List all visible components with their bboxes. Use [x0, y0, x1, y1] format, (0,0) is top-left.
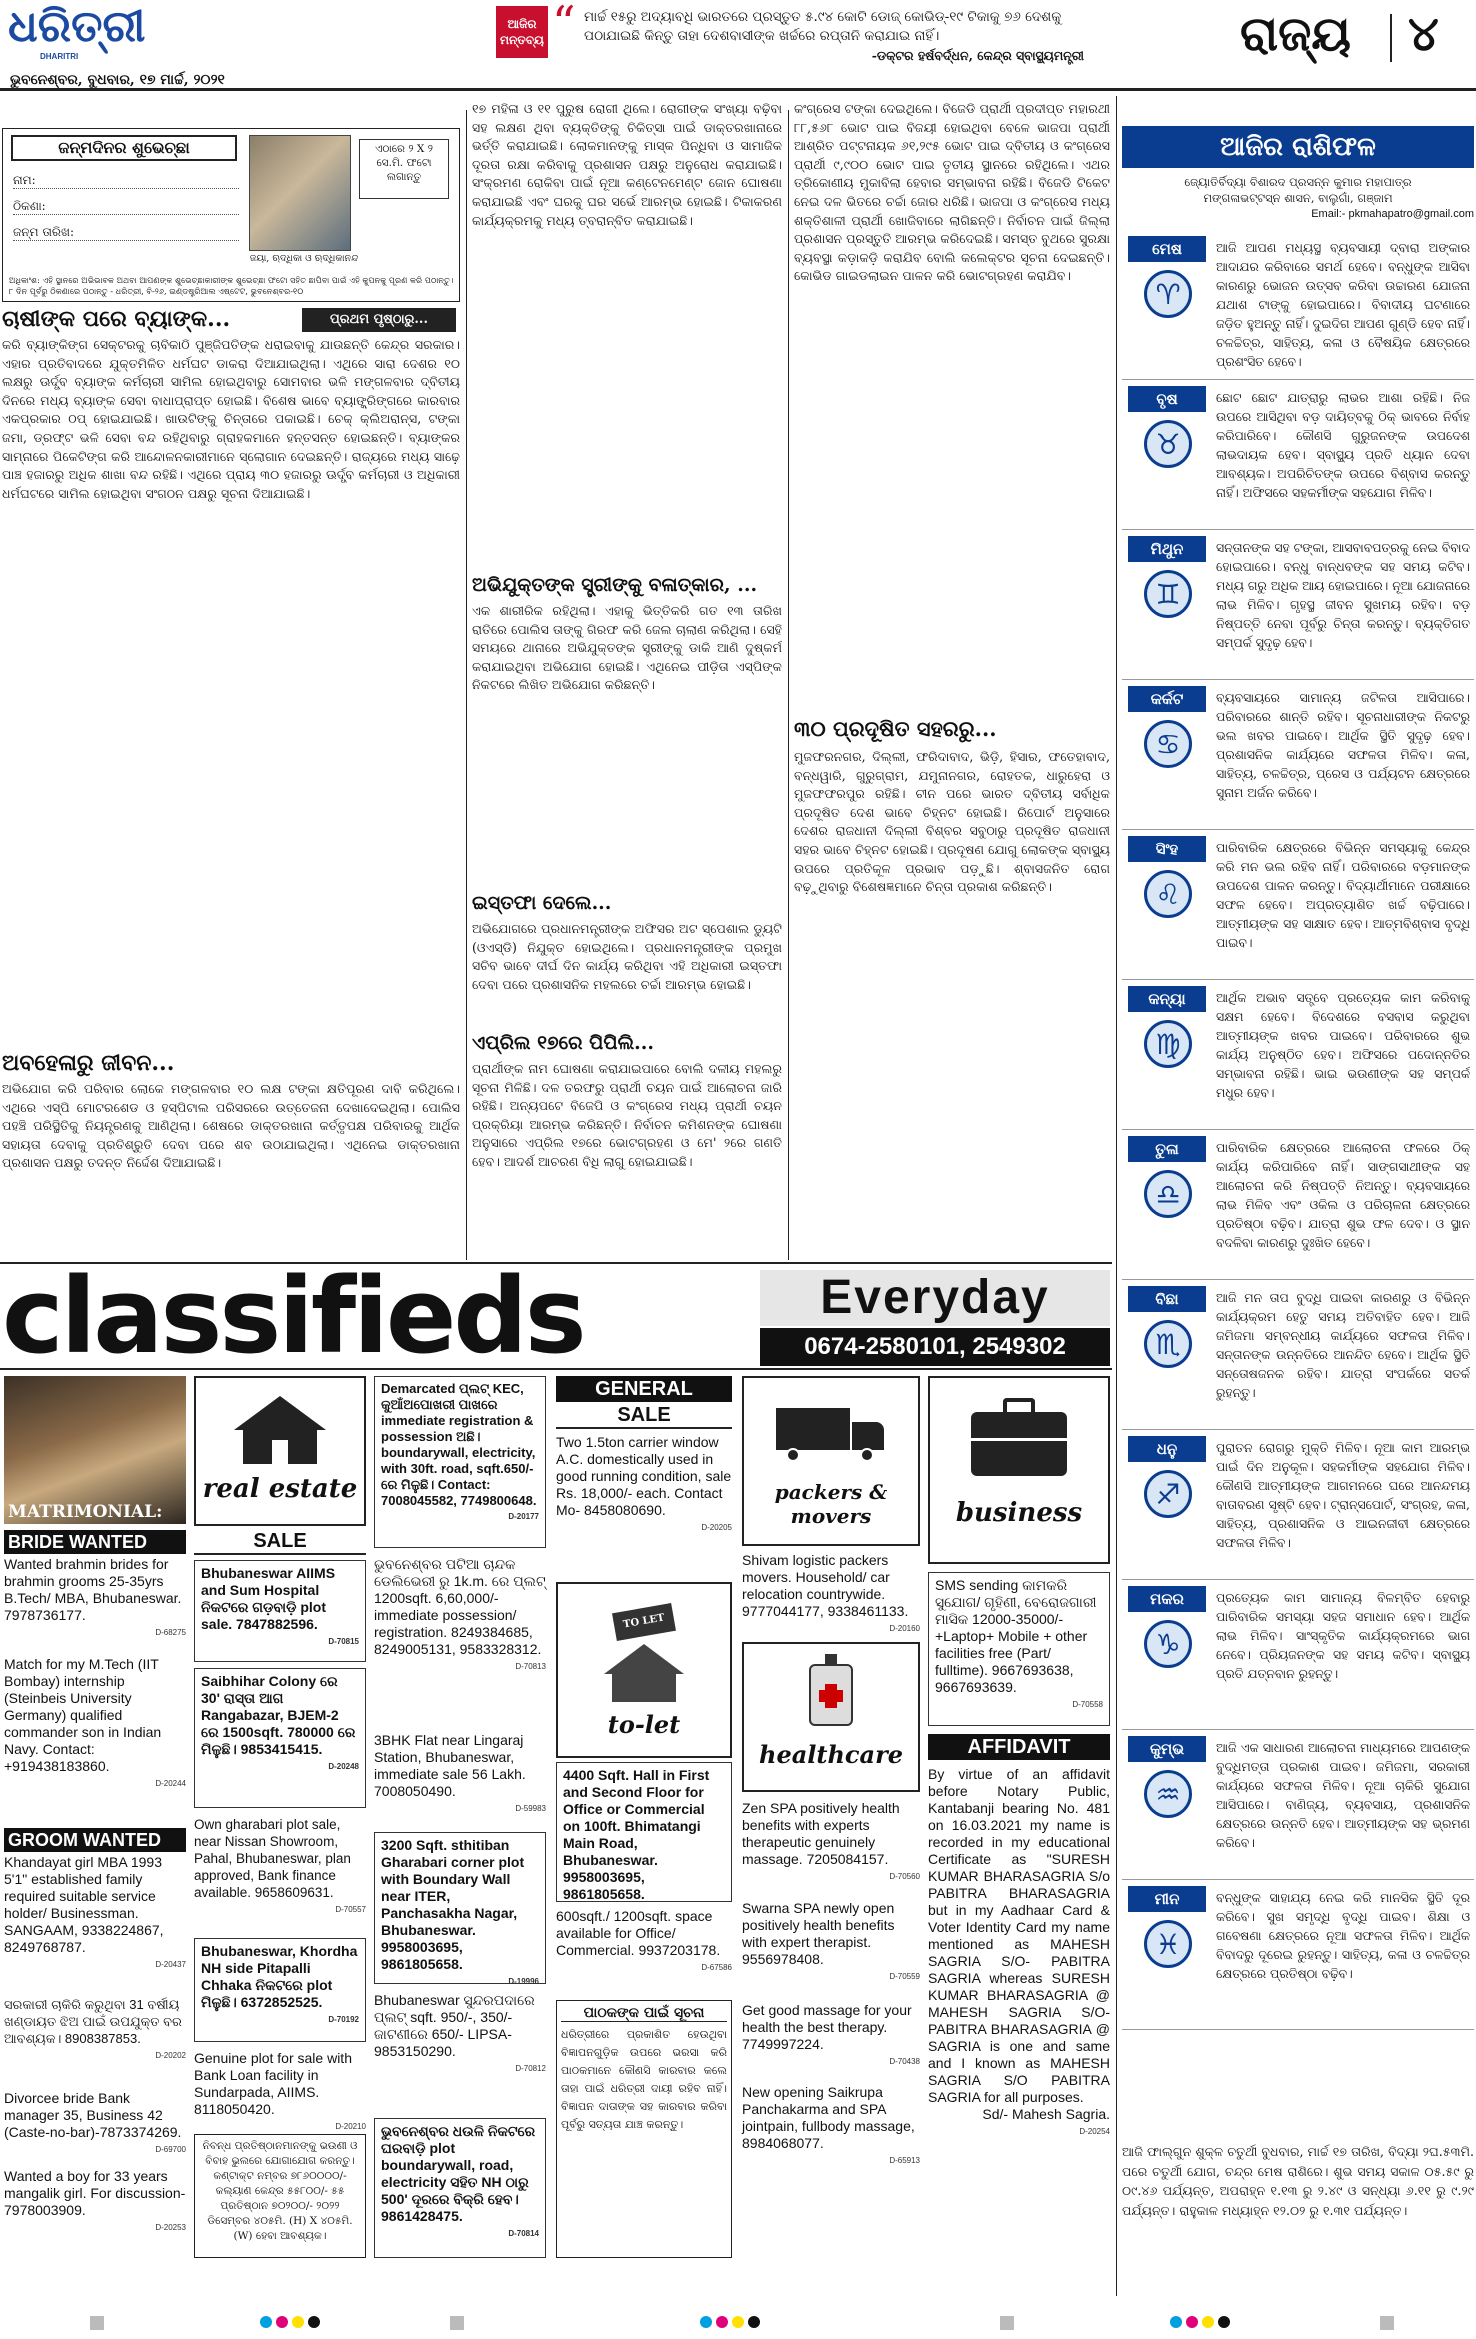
re-ad-1-text: Bhubaneswar AIIMS and Sum Hospital ନିକଟରେ ଗଡ଼ବାଡ଼ି plot sale. 7847882596. — [201, 1565, 336, 1632]
hc-ad-4-text: New opening Saikrupa Panchakarma and SPA jointpain, fullbody massage, 8984068077. — [742, 2084, 915, 2151]
zodiac-sign-icon: ♎ — [1144, 1170, 1192, 1218]
general-sale-header: SALE — [556, 1404, 732, 1429]
real-estate-tile — [194, 1376, 366, 1526]
zodiac-row — [1122, 234, 1474, 380]
quote-text: ମାର୍ଚ୍ଚ ୧୫ରୁ ଅଦ୍ୟାବଧି ଭାରତରେ ପ୍ରସ୍ତୁତ ୫.୯୪ କୋଟି ଡୋଜ୍ କୋଭିଡ୍-୧୯ ଟିକାକୁ ୭୬ ଦେଶକୁ ପଠାଯାଇଛି କିନ୍ତୁ ତାହା ଦେଶବାସୀଙ୍କ ଖର୍ଚ୍ଚରେ ରପ୍ତାନି କରାଯାଇ ନାହିଁ। — [584, 9, 1062, 44]
article-4-headline: ଅଭିଯୁକ୍ତଙ୍କ ସ୍ତ୍ରୀଙ୍କୁ ବଳାତ୍କାର, ... — [472, 574, 758, 596]
front-page-tag: ପ୍ରଥମ ପୃଷ୍ଠାରୁ... — [302, 308, 456, 332]
healthcare-label: healthcare — [759, 1740, 903, 1769]
bride-ad-1-text: Wanted brahmin brides for brahmin grooms 25-35yrs B.Tech/ MBA, Bhubaneswar. 7978736177. — [4, 1556, 182, 1623]
pm-ad-1 — [742, 1552, 920, 1637]
zodiac-sign-icon: ♍ — [1144, 1020, 1192, 1068]
zodiac-prediction: ବ୍ୟବସାୟରେ ସାମାନ୍ୟ ଜଟିଳତା ଆସିପାରେ। ପରିବାରରେ ଶାନ୍ତି ରହିବ। ସୂଚନାଧାରୀଙ୍କ ନିକଟରୁ ଭଲ ଖବର ପାଇବେ। ଆର୍ଥିକ ସ୍ଥିତି ସୁଦୃଢ଼ ହେବ। ପ୍ରଶାସନିକ କାର୍ଯ୍ୟରେ ସଫଳତା ମିଳିବ। କଳା, ସାହିତ୍ୟ, ଚଳଚ୍ଚିତ୍ର, ପ୍ରେସ ଓ ପର୍ଯ୍ୟଟନ କ୍ଷେତ୍ରରେ ସୁନାମ ଅର୍ଜନ କରିବେ। — [1216, 690, 1470, 800]
zodiac-sign-icon: ♉ — [1144, 420, 1192, 468]
photo-placeholder — [249, 135, 351, 251]
re-ad-8 — [374, 1732, 546, 1817]
re-ad-4 — [194, 1938, 366, 2042]
groom-wanted-header: GROOM WANTED — [4, 1828, 186, 1852]
color-dots-3 — [1170, 2316, 1230, 2328]
zodiac-sign-name: ତୁଳା — [1128, 1136, 1206, 1162]
reader-notice — [556, 2000, 732, 2258]
business-label: business — [955, 1498, 1083, 1528]
re-ad-2 — [194, 1668, 366, 1808]
quote-badge — [496, 6, 548, 58]
re-ad-6 — [374, 1376, 546, 1548]
classifieds-banner: classifieds — [2, 1266, 584, 1366]
affidavit-signature: Sd/- Mahesh Sagria. — [982, 2106, 1110, 2122]
bride-ad-1 — [4, 1556, 186, 1641]
article-5-headline: ଇସ୍ତଫା ଦେଲେ... — [472, 892, 612, 914]
zodiac-sign-icon: ♑ — [1144, 1620, 1192, 1668]
article-1-headline: ଚାଷୀଙ୍କ ପରେ ବ୍ୟାଙ୍କ... — [2, 306, 231, 332]
section-divider — [1390, 14, 1392, 62]
zodiac-row — [1122, 684, 1474, 830]
classifieds-bottom-rule — [0, 1368, 1112, 1370]
article-7-body: କଂଗ୍ରେସ ଟଙ୍କା ଦେଇଥିଲେ। ବିଜେଡି ପ୍ରାର୍ଥୀ ପ୍ରଦୀପ୍ତ ମହାରଥୀ ୮୮,୫୬୮ ଭୋଟ ପାଇ ବିଜୟୀ ହୋଇଥିବା ବେଳେ ଭାଜପା ପ୍ରାର୍ଥୀ ଆଶ୍ରିତ ପଟ୍ଟନାୟକ ୬୧,୨୯୫ ଭୋଟ ପାଇ ଦ୍ବିତୀୟ ଓ କଂଗ୍ରେସ ପ୍ରାର୍ଥୀ ୯,୯୦୦ ଭୋଟ ପାଇ ତୃତୀୟ ସ୍ଥାନରେ ରହିଥିଲେ। ଏଥର ତ୍ରିକୋଣୀୟ ମୁକାବିଲା ହେବାର ସମ୍ଭାବନା ରହିଛି। ବିଜେଡି ଟିକେଟ ନେଇ ଦଳ ଭିତରେ ଚର୍ଚ୍ଚା ଜୋର ଧରିଛି। ଭାଜପା ଓ କଂଗ୍ରେସ ମଧ୍ୟ ଶକ୍ତିଶାଳୀ ପ୍ରାର୍ଥୀ ଖୋଜିବାରେ ଲାଗିଛନ୍ତି। ନିର୍ବାଚନ ପାଇଁ ଜିଲ୍ଲା ପ୍ରଶାସନ ପ୍ରସ୍ତୁତି ଆରମ୍ଭ କରିଦେଇଛି। ସମସ୍ତ ବୁଥରେ ସୁରକ୍ଷା ବ୍ୟବସ୍ଥା କଡ଼ାକଡ଼ି କରାଯିବ ବୋଲି କଲେକ୍ଟର ସୂଚନା ଦେଇଛନ୍ତି। କୋଭିଡ ଗାଇଡଲାଇନ ପାଳନ କରି ଭୋଟଗ୍ରହଣ କରାଯିବ। — [794, 101, 1110, 284]
re-ad-10 — [374, 1992, 546, 2077]
groom-ad-1-code: D-20437 — [155, 1960, 186, 1969]
dateline: ଭୁବନେଶ୍ବର, ବୁଧବାର, ୧୭ ମାର୍ଚ୍ଚ, ୨୦୨୧ — [10, 72, 225, 88]
bride-wanted-header: BRIDE WANTED — [4, 1530, 186, 1554]
birthday-dob-field: ଜନ୍ମ ତାରିଖ: — [13, 225, 239, 241]
re-ad-11-code: D-70814 — [508, 2229, 539, 2238]
biz-ad-1-text: SMS sending କାମକରି ସୁଯୋଗ/ ଗୃହିଣୀ, ବେରୋଜଗାରୀ ମାସିକ 12000-35000/- +Laptop+ Mobile + other facilities free (Part/ fulltime). 9667693638, 9667693639. — [935, 1577, 1097, 1695]
hc-ad-4 — [742, 2084, 920, 2169]
sale-header: SALE — [194, 1530, 366, 1555]
re-ad-9 — [374, 1832, 546, 1984]
zodiac-sign-icon: ♒ — [1144, 1770, 1192, 1818]
zodiac-prediction: ଛୋଟ ଛୋଟ ଯାତ୍ରାରୁ ଲାଭର ଆଶା ରହିଛି। ନିଜ ଉପରେ ଆସିଥିବା ବଡ଼ ଦାୟିତ୍ବକୁ ଠିକ୍ ଭାବରେ ନିର୍ବାହ କରିପାରିବେ। କୌଣସି ଗୁରୁଜନଙ୍କ ଉପଦେଶ ଲାଭଦାୟକ ହେବ। ସ୍ବାସ୍ଥ୍ୟ ପ୍ରତି ଧ୍ୟାନ ଦେବା ଆବଶ୍ୟକ। ଅପରିଚିତଙ୍କ ଉପରେ ବିଶ୍ବାସ କରନ୍ତୁ ନାହିଁ। ଅଫିସରେ ସହକର୍ମୀଙ୍କ ସହଯୋଗ ମିଳିବ। — [1216, 390, 1470, 500]
re-ad-4-code: D-70192 — [328, 2015, 359, 2024]
affidavit-text: By virtue of an affidavit before Notary Public, Kantabanji bearing No. 481 on 16.03.2021 my name is recorded in my educational Certificate as "SURESH KUMAR BHARASAGRIA S/o PABITRA BHARASAGRIA but in my Aadhaar Card & Voter Identity Card my name mentioned as MAHESH SAGRIA S/O- PABITRA SAGRIA whereas SURESH KUMAR BHARASAGRIA @ MAHESH SAGRIA S/O- PABITRA BHARASAGRIA @ SAGRIA is one and same and I known as MAHESH SAGRIA S/O PABITRA SAGRIA for all purposes. — [928, 1766, 1110, 2105]
masthead-rule — [0, 88, 1476, 91]
affidavit-code: D-20254 — [1079, 2127, 1110, 2136]
photo-instructions: ଏଠାରେ ୨ X ୨ ସେ.ମି. ଫଟୋ ଲଗାନ୍ତୁ — [359, 139, 449, 199]
real-estate-label: real estate — [202, 1474, 358, 1504]
groom-ad-2-code: D-20202 — [155, 2051, 186, 2060]
groom-ad-3-code: D-69700 — [155, 2145, 186, 2154]
everyday-label: Everyday — [760, 1270, 1110, 1326]
groom-ad-1-text: Khandayat girl MBA 1993 5'1" established family required suitable service holder/ Businessman. SANGAAM, 9338224867, 8249768787. — [4, 1854, 164, 1955]
to-let-sign-icon: TO LET — [612, 1603, 676, 1641]
groom-ad-3 — [4, 2090, 186, 2158]
zodiac-row — [1122, 1434, 1474, 1580]
re-ad-9-code: D-19996 — [508, 1977, 539, 1984]
to-let-house-icon — [604, 1644, 684, 1674]
truck-icon — [776, 1408, 886, 1462]
affidavit-ad — [928, 1766, 1110, 2140]
groom-ad-3-text: Divorcee bride Bank manager 35, Business 42 (Caste-no-bar)-7873374269. — [4, 2090, 182, 2140]
zodiac-prediction: ଆଜି ଆପଣ ମଧ୍ୟସ୍ଥ ବ୍ୟବସାୟୀ ଦ୍ବାରା ଅଙ୍କାର ଆଦାଯର କରିବାରେ ସମର୍ଥ ହେବେ। ବନ୍ଧୁଙ୍କ ଆସିବା କାରଣରୁ ଭୋଜନ ଉତ୍ସବ କରିବା ଉଚ୍ଚାରଣ ଯୋଜନା ଯଥାଶ ଟାଙ୍କୁ ହୋଇପାରେ। ବିବାଦୀୟ ଘଟଣାରେ ଜଡ଼ିତ ହୁଅନ୍ତୁ ନାହିଁ। ଦୁଇଦିଗ ଆପଣ ଗୁଣ୍ଡି ହେବ ନାହିଁ। ଚଳଚ୍ଚିତ୍ର, ସାହିତ୍ୟ, କଳା ଓ ବୈଷୟିକ କ୍ଷେତ୍ରରେ ପ୍ରଶଂସିତ ହେବେ। — [1216, 240, 1470, 369]
re-ad-11-text: ଭୁବନେଶ୍ବର ଧଉଳି ନିକଟରେ ଘରବାଡ଼ି plot boundarywall, road, electricity ସହିତ NH ଠାରୁ 500' ଦୂରରେ ବିକ୍ରି ହେବ। 9861428475. — [381, 2123, 536, 2224]
article-1-body: କରି ବ୍ୟାଙ୍କିଙ୍ଗ ସେକ୍ଟରକୁ ଚାବିକାଠି ପୁଞ୍ଜିପତିଙ୍କ ଧରାଇବାକୁ ଯାଉଛନ୍ତି କେନ୍ଦ୍ର ସରକାର। ଏହାର ପ୍ରତିବାଦରେ ଯୁକ୍ତମିଳିତ ଧର୍ମଘଟ ଡାକରା ଦିଆଯାଇଥିଲା। ଏଥିରେ ସାରା ଦେଶର ୧୦ ଲକ୍ଷରୁ ଊର୍ଦ୍ଧ୍ବ ବ୍ୟାଙ୍କ କର୍ମଚାରୀ ସାମିଲ ହୋଇଥିବାରୁ ସୋମବାର ଭଳି ମଙ୍ଗଳବାର ଦ୍ବିତୀୟ ଦିନରେ ମଧ୍ୟ ବ୍ୟାଙ୍କ ସେବା ବାଧାପ୍ରାପ୍ତ ହୋଇଛି। ବିଶେଷ ଭାବେ ବ୍ୟାଙ୍କ୍ରିଙ୍ଗରେ କାରବାର ଏକପ୍ରକାର ଠପ୍ ହୋଇଯାଇଛି। ଖାଉଟିଙ୍କୁ ଚିନ୍ତାରେ ପକାଇଛି। ଚେକ୍ କ୍ଲିଅରାନ୍ସ, ଟଙ୍କା ଜମା, ଡ୍ରଫ୍ଟ ଭଳି ସେବା ବନ୍ଦ ରହିଥିବାରୁ ଗ୍ରାହକମାନେ ହନ୍ତସନ୍ତ ହୋଇଛନ୍ତି। ବ୍ୟାଙ୍କର ସାମ୍ନାରେ ପିକେଟିଙ୍ଗ କରି ଆନ୍ଦୋଳନକାରୀମାନେ ସ୍ଲୋଗାନ ଦେଇଛନ୍ତି। ରାଜ୍ୟରେ ମଧ୍ୟ ସାଢ଼େ ପାଞ୍ଚ ହଜାରରୁ ଅଧିକ ଶାଖା ବନ୍ଦ ରହିଛି। ଏଥିରେ ପ୍ରାୟ ୩୦ ହଜାରରୁ ଊର୍ଦ୍ଧ୍ବ କର୍ମଚାରୀ ଓ ଅଧିକାରୀ ଧର୍ମଘଟରେ ସାମିଲ ହୋଇଥିବା ସଂଗଠନ ପକ୍ଷରୁ ସୂଚନା ଦିଆଯାଇଛି। — [2, 337, 460, 501]
article-2 — [2, 1050, 460, 1270]
section-title: ରାଜ୍ୟ — [1240, 6, 1351, 62]
hc-ad-2-text: Swarna SPA newly open positively health benefits with expert therapist. 9556978408. — [742, 1900, 895, 1967]
re-ad-2-code: D-20248 — [328, 1762, 359, 1771]
zodiac-row — [1122, 834, 1474, 980]
zodiac-prediction: ଆଜି ମନ ତାପ ବୁଦ୍ଧି ପାଇବା କାରଣରୁ ଓ ବିଭିନ୍ନ କାର୍ଯ୍ୟକ୍ରମ ହେତୁ ସମୟ ଅତିବାହିତ ହେବ। ଆଜି ଜମିଜମା ସମ୍ବନ୍ଧୀୟ କାର୍ଯ୍ୟରେ ସଫଳତା ମିଳିବ। ସନ୍ତାନଙ୍କ ଉନ୍ନତିରେ ଆନନ୍ଦିତ ହେବେ। ଆର୍ଥିକ ସ୍ଥିତି ସନ୍ତୋଷଜନକ ରହିବ। ଯାତ୍ରା ସଂପର୍କରେ ସତର୍କ ରୁହନ୍ତୁ। — [1216, 1290, 1470, 1400]
classifieds-top-rule — [0, 1262, 1112, 1264]
article-2-body: ଅଭିଯୋଗ କରି ପରିବାର ଲୋକେ ମଙ୍ଗଳବାର ୧୦ ଲକ୍ଷ ଟଙ୍କା କ୍ଷତିପୂରଣ ଦାବି କରିଥିଲେ। ଏଥିରେ ଏସ୍ପି ମୋଟରଶେଡ ଓ ହସ୍ପିଟାଲ ପରିସରରେ ଉତ୍ତେଜନା ଦେଖାଦେଇଥିଲା। ପୋଲିସ ପହଞ୍ଚି ପରିସ୍ଥିତିକୁ ନିୟନ୍ତ୍ରଣକୁ ଆଣିଥିଲା। ଶେଷରେ ଡାକ୍ତରଖାନା କର୍ତ୍ତୃପକ୍ଷ ପରିବାରକୁ ଆର୍ଥିକ ସହାୟତା ଦେବାକୁ ପ୍ରତିଶ୍ରୁତି ଦେବା ପରେ ଶବ ଉଠାଯାଇଥିଲା। ଏଥିନେଇ ଡାକ୍ତରଖାନା ପ୍ରଶାସନ ପକ୍ଷରୁ ତଦନ୍ତ ନିର୍ଦ୍ଦେଶ ଦିଆଯାଇଛି। — [2, 1081, 460, 1171]
biz-ad-1-code: D-70558 — [1072, 1700, 1103, 1709]
zodiac-prediction: ଆଜି ଏକ ସାଧାରଣ ଆଲୋଚନା ମାଧ୍ୟମରେ ଆପଣଙ୍କ ବୁଦ୍ଧିମତ୍ତା ପ୍ରକାଶ ପାଇବ। ଜମିଜମା, ସରକାରୀ କାର୍ଯ୍ୟରେ ସଫଳତା ମିଳିବ। ନୂଆ ଚାକିରି ସୁଯୋଗ ଆସିପାରେ। ବାଣିଜ୍ୟ, ବ୍ୟବସାୟ, ପ୍ରଶାସନିକ କ୍ଷେତ୍ରରେ ଉନ୍ନତି ହେବ। ଆତ୍ମୀୟଙ୍କ ସହ ଭ୍ରମଣ କରିବେ। — [1216, 1740, 1470, 1850]
column-rule-2 — [788, 110, 789, 1260]
groom-ad-4 — [4, 2168, 186, 2236]
zodiac-sign-icon: ♐ — [1144, 1470, 1192, 1518]
re-ad-1-code: D-70815 — [328, 1637, 359, 1646]
re-ad-5-text: Genuine plot for sale with Bank Loan facility in Sundarpada, AIIMS. 8118050420. — [194, 2050, 352, 2117]
hc-ad-2-code: D-70559 — [889, 1972, 920, 1981]
article-5-body: ଅଭିଯୋଗରେ ପ୍ରଧାନମନ୍ତ୍ରୀଙ୍କ ଅଫିସର ଅଟ ସ୍ପେଶାଲ ଡ୍ୟୁଟି (ଓଏସ୍ଡି) ନିଯୁକ୍ତ ହୋଇଥିଲେ। ପ୍ରଧାନମନ୍ତ୍ରୀଙ୍କ ପ୍ରମୁଖ ସଚିବ ଭାବେ ଦୀର୍ଘ ଦିନ କାର୍ଯ୍ୟ କରିଥିବା ଏହି ଅଧିକାରୀ ଇସ୍ତଫା ଦେବା ପରେ ପ୍ରଶାସନିକ ମହଲରେ ଚର୍ଚ୍ଚା ଆରମ୍ଭ ହୋଇଛି। — [472, 921, 782, 992]
tolet-ad-2 — [556, 1908, 732, 1976]
zodiac-prediction: ବନ୍ଧୁଙ୍କ ସାହାଯ୍ୟ ନେଇ କରି ମାନସିକ ସ୍ଥିତି ଦୂର କରିବେ। ସୁଖ ସମୃଦ୍ଧି ବୃଦ୍ଧି ପାଇବ। ଶିକ୍ଷା ଓ ଗବେଷଣା କ୍ଷେତ୍ରରେ ନୂଆ ସଫଳତା ମିଳିବ। ଆର୍ଥିକ ବିବାଦରୁ ଦୂରେଇ ରୁହନ୍ତୁ। ସାହିତ୍ୟ, କଳା ଓ ଚଳଚ୍ଚିତ୍ର କ୍ଷେତ୍ରରେ ପ୍ରତିଷ୍ଠା ବଢ଼ିବ। — [1216, 1890, 1470, 1981]
groom-ad-1 — [4, 1854, 186, 1973]
to-let-tile — [556, 1582, 732, 1758]
article-8 — [794, 716, 1110, 1248]
re-ad-7-text: ଭୁବନେଶ୍ବର ପଟିଆ ଚାନ୍ଦକ ଡେଲିଭେରୀ ରୁ 1k.m. ରେ ପ୍ଲଟ୍ 1200sqft. 6,60,000/- immediate possession/ registration. 8249384685, 8249005131, 9583328312. — [374, 1556, 546, 1657]
hc-ad-1 — [742, 1800, 920, 1885]
reader-notice-text: ଧରିତ୍ରୀରେ ପ୍ରକାଶିତ ହେଉଥିବା ବିଜ୍ଞାପନଗୁଡ଼ିକ ଉପରେ ଭରସା କରି ପାଠକମାନେ କୌଣସି କାରବାର କଲେ ତାହା ପାଇଁ ଧରିତ୍ରୀ ଦାୟୀ ରହିବ ନାହିଁ। ବିଜ୍ଞାପନ ଦାତାଙ୍କ ସହ କାରବାର କରିବା ପୂର୍ବରୁ ସତ୍ୟତା ଯାଞ୍ଚ କରନ୍ତୁ। — [561, 2028, 727, 2131]
re-ad-7 — [374, 1556, 546, 1675]
briefcase-icon — [971, 1412, 1067, 1476]
article-8-body: ମୁଜଫରନଗର, ଦିଲ୍ଲୀ, ଫରିଦାବାଦ, ଭିଡ଼ି, ହିସାର, ଫତେହାବାଦ, ବନ୍ଧୱାରି, ଗୁରୁଗ୍ରାମ, ଯମୁନାନଗର, ରୋହତକ, ଧାରୁହେରା ଓ ମୁଜଫଫରପୁର ରହିଛି। ଚୀନ ପରେ ଭାରତ ଦ୍ବିତୀୟ ସର୍ବାଧିକ ପ୍ରଦୂଷିତ ଦେଶ ଭାବେ ଚିହ୍ନଟ ହୋଇଛି। ରିପୋର୍ଟ ଅନୁସାରେ ଦେଶର ରାଜଧାନୀ ଦିଲ୍ଲୀ ବିଶ୍ବର ସବୁଠାରୁ ପ୍ରଦୂଷିତ ରାଜଧାନୀ ସହର ଭାବେ ଚିହ୍ନଟ ହୋଇଛି। ପ୍ରଦୂଷଣ ଯୋଗୁ ଲୋକଙ୍କ ସ୍ବାସ୍ଥ୍ୟ ଉପରେ ପ୍ରତିକୂଳ ପ୍ରଭାବ ପଡ଼ୁଛି। ଶ୍ବାସଜନିତ ରୋଗ ବଢ଼ୁଥିବାରୁ ବିଶେଷଜ୍ଞମାନେ ଚିନ୍ତା ପ୍ରକାଶ କରିଛନ୍ତି। — [794, 749, 1110, 895]
re-ad-5-code: D-20210 — [335, 2122, 366, 2131]
photo-caption: ଜୟା, ଋଦ୍ଧିକା ଓ ଋଦ୍ଧିକାନନ୍ଦ — [249, 253, 359, 264]
re-ad-8-code: D-59983 — [515, 1804, 546, 1813]
gen-ad-1-code: D-20205 — [701, 1523, 732, 1532]
birthday-note: ଅଧିକାଂଶ: ଏହି ସ୍ଥାନରେ ଅଭିଭାବକ ଅଥବା ଆପଣଙ୍କ ଶୁଭେଚ୍ଛାକାରୀଙ୍କ ଶୁଭେଚ୍ଛା ଫଟୋ ସହିତ ଛାପିବା ପାଇଁ ଏହି କୁପନକୁ ପୂରଣ କରି ପଠାନ୍ତୁ। ୮ ଦିନ ପୂର୍ବରୁ ଠିକଣାରେ ପଠାନ୍ତୁ - ଧରିତ୍ରୀ, ବି-୨୬, ଇଣ୍ଡଷ୍ଟ୍ରିଆଲ ଏଷ୍ଟେଟ, ଭୁବନେଶ୍ବର-୧୦ — [9, 275, 454, 296]
tolet-ad-1 — [556, 1762, 732, 1902]
birthday-coupon — [2, 128, 460, 302]
re-ad-3-code: D-70557 — [335, 1905, 366, 1914]
business-tile — [928, 1376, 1110, 1564]
zodiac-prediction: ଆର୍ଥିକ ଅଭାବ ସତ୍ତ୍ବେ ପ୍ରତ୍ୟେକ କାମ କରିବାକୁ ସକ୍ଷମ ହେବେ। ବିଦେଶରେ ବସବାସ କରୁଥିବା ଆତ୍ମୀୟଙ୍କ ଖବର ପାଇବେ। ପରିବାରରେ ଶୁଭ କାର୍ଯ୍ୟ ଅନୁଷ୍ଠିତ ହେବ। ଅଫିସରେ ପଦୋନ୍ନତିର ସମ୍ଭାବନା ରହିଛି। ଭାଇ ଭଉଣୀଙ୍କ ସହ ସମ୍ପର୍କ ମଧୁର ହେବ। — [1216, 990, 1470, 1100]
color-dots-2 — [700, 2316, 760, 2328]
article-3 — [472, 100, 782, 570]
reader-notice-title: ପାଠକଙ୍କ ପାଇଁ ସୂଚନା — [561, 2005, 727, 2022]
affidavit-header: AFFIDAVIT — [928, 1734, 1110, 1760]
page-number: ୪ — [1408, 6, 1439, 62]
horoscope-byline — [1122, 174, 1474, 222]
house-body-icon — [243, 1430, 317, 1464]
article-5 — [472, 890, 782, 1040]
house-icon — [234, 1396, 326, 1430]
column-rule-3 — [1116, 96, 1117, 2296]
article-4-body: ଏକ ଶାରୀରିକ ରହିଥିଲା। ଏହାକୁ ଭିତ୍ତିକରି ଗତ ୧୩ ତାରିଖ ରାତିରେ ପୋଲିସ ତାଙ୍କୁ ଗିରଫ କରି ଜେଲ ଚାଲାଣ କରିଥିଲା। ସେହି ସମୟରେ ଥାନାରେ ଅଭିଯୁକ୍ତଙ୍କ ସ୍ତ୍ରୀଙ୍କୁ ଡାକି ଆଣି ଦୁଷ୍କର୍ମ କରାଯାଇଥିବା ଅଭିଯୋଗ ହୋଇଛି। ଏଥିନେଇ ପୀଡ଼ିତା ଏସ୍ପିଙ୍କ ନିକଟରେ ଲିଖିତ ଅଭିଯୋଗ କରିଛନ୍ତି। — [472, 603, 782, 693]
article-2-headline: ଅବହେଳାରୁ ଜୀବନ... — [2, 1050, 175, 1076]
re-ad-4-text: Bhubaneswar, Khordha NH side Pitapalli Chhaka ନିକଟରେ plot ମିଳୁଛି। 6372852525. — [201, 1943, 358, 2010]
zodiac-sign-icon: ♊ — [1144, 570, 1192, 618]
column-rule-1 — [466, 110, 467, 1260]
astrologer-email: Email:- pkmahapatro@gmail.com — [1311, 208, 1474, 220]
re-ad-9-text: 3200 Sqft. sthitiban Gharabari corner plot with Boundary Wall near ITER, Panchasakha Nagar, Bhubaneswar. 9958003695, 9861805658. — [381, 1837, 525, 1972]
article-4 — [472, 572, 782, 892]
to-let-label: to-let — [607, 1710, 681, 1739]
zodiac-sign-icon: ♏ — [1144, 1320, 1192, 1368]
bride-ad-1-code: D-68275 — [155, 1628, 186, 1637]
tolet-ad-2-code: D-67586 — [701, 1963, 732, 1972]
packers-label: packers & movers — [774, 1480, 888, 1528]
re-ad-1 — [194, 1560, 366, 1662]
hc-ad-3 — [742, 2002, 920, 2070]
groom-ad-2 — [4, 1996, 186, 2064]
zodiac-sign-icon: ♌ — [1144, 870, 1192, 918]
packers-tile — [742, 1376, 920, 1546]
general-header: GENERAL — [556, 1376, 732, 1402]
hc-ad-3-text: Get good massage for your health the best therapy. 7749997224. — [742, 2002, 912, 2052]
zodiac-row — [1122, 534, 1474, 680]
re-ad-3 — [194, 1816, 366, 1918]
masthead — [0, 0, 1476, 92]
re-ad-11 — [374, 2118, 546, 2258]
medicine-bottle-icon — [809, 1664, 853, 1726]
article-3-body: ୧୭ ମହିଳା ଓ ୧୧ ପୁରୁଷ ରୋଗୀ ଥିଲେ। ରୋଗୀଙ୍କ ସଂଖ୍ୟା ବଢ଼ିବା ସହ ଲକ୍ଷଣ ଥିବା ବ୍ୟକ୍ତିଙ୍କୁ ଚିକିତ୍ସା ପାଇଁ ଡାକ୍ତରଖାନାରେ ଭର୍ତ୍ତି କରାଯାଇଛି। ଲୋକମାନଙ୍କୁ ମାସ୍କ ପିନ୍ଧିବା ଓ ସାମାଜିକ ଦୂରତା ରକ୍ଷା କରିବାକୁ ପ୍ରଶାସନ ପକ୍ଷରୁ ଅନୁରୋଧ କରାଯାଇଛି। ସଂକ୍ରମଣ ରୋକିବା ପାଇଁ ନୂଆ କଣ୍ଟେନମେଣ୍ଟ ଜୋନ ଘୋଷଣା କରାଯାଇଛି ଏବଂ ଘରକୁ ଘର ସର୍ଭେ ଆରମ୍ଭ ହୋଇଛି। ଟିକାକରଣ କାର୍ଯ୍ୟକ୍ରମକୁ ମଧ୍ୟ ତ୍ବରାନ୍ବିତ କରାଯାଇଛି। — [472, 101, 782, 228]
logo-sub: DHARITRI — [40, 52, 79, 61]
zodiac-sign-icon: ♓ — [1144, 1920, 1192, 1968]
biz-ad-1 — [928, 1572, 1110, 1726]
zodiac-sign-name: କର୍କଟ — [1128, 686, 1206, 712]
tolet-ad-2-text: 600sqft./ 1200sqft. space available for Office/ Commercial. 9937203178. — [556, 1908, 721, 1958]
zodiac-sign-icon: ♋ — [1144, 720, 1192, 768]
article-6-headline: ଏପ୍ରିଲ ୧୭ରେ ପିପିଲି... — [472, 1032, 654, 1054]
re-ad-10-code: D-70812 — [515, 2064, 546, 2073]
re-ad-2-text: Saibhihar Colony ରେ 30' ରାସ୍ତା ଆଗ Rangabazar, BJEM-2 ରେ 1500sqft. 780000 ରେ ମିଳୁଛି। 9853415415. — [201, 1673, 356, 1757]
zodiac-prediction: ପ୍ରତ୍ୟେକ କାମ ସାମାନ୍ୟ ବିଳମ୍ବିତ ହେବାରୁ ପାରିବାରିକ ସମସ୍ୟା ସହଜ ସମାଧାନ ହେବ। ଆର୍ଥିକ ଲାଭ ମିଳିବ। ସାଂସ୍କୃତିକ କାର୍ଯ୍ୟକ୍ରମରେ ଭାଗ ନେବେ। ପ୍ରିୟଜନଙ୍କ ସହ ସମୟ କଟିବ। ସ୍ବାସ୍ଥ୍ୟ ପ୍ରତି ଯତ୍ନବାନ ରୁହନ୍ତୁ। — [1216, 1590, 1470, 1681]
zodiac-prediction: ପାରିବାରିକ କ୍ଷେତ୍ରରେ ଆଲୋଚନା ଫଳରେ ଠିକ୍ କାର୍ଯ୍ୟ କରିପାରିବେ ନାହିଁ। ସାଙ୍ଗସାଥୀଙ୍କ ସହ ଆଲୋଚନା କରି ନିଷ୍ପତ୍ତି ନିଅନ୍ତୁ। ବ୍ୟବସାୟରେ ଲାଭ ମିଳିବ ଏବଂ ଓକିଲ ଓ ପରିଚାଳନା କ୍ଷେତ୍ରରେ ପ୍ରତିଷ୍ଠା ବଢ଼ିବ। ଯାତ୍ରା ଶୁଭ ଫଳ ଦେବ। ଓ ସ୍ଥାନ ବଦଳିବା କାରଣରୁ ଦୁଃଖିତ ହେବେ। — [1216, 1140, 1470, 1250]
groom-ad-4-code: D-20253 — [155, 2223, 186, 2232]
zodiac-sign-name: ଧନୁ — [1128, 1436, 1206, 1462]
zodiac-sign-name: କୁମ୍ଭ — [1128, 1736, 1206, 1762]
bride-ad-2-code: D-20244 — [155, 1779, 186, 1788]
re-ad-6-code: D-20177 — [508, 1512, 539, 1521]
zodiac-prediction: ପୁରାତନ ରୋଗରୁ ମୁକ୍ତି ମିଳିବ। ନୂଆ କାମ ଆରମ୍ଭ ପାଇଁ ଦିନ ଅନୁକୂଳ। ସହକର୍ମୀଙ୍କ ସହଯୋଗ ମିଳିବ। କୌଣସି ଆତ୍ମୀୟଙ୍କ ଆଗମନରେ ଘରେ ଆନନ୍ଦମୟ ବାତାବରଣ ସୃଷ୍ଟି ହେବ। ଟ୍ରାନ୍ସପୋର୍ଟ, ସଂଗ୍ରହ, କଳା, ସାହିତ୍ୟ, ପ୍ରଶାସନିକ ଓ ଆଇନଜୀବୀ କ୍ଷେତ୍ରରେ ସଫଳତା ମିଳିବ। — [1216, 1440, 1470, 1550]
hc-ad-1-code: D-70560 — [889, 1872, 920, 1881]
birthday-name-field: ନାମ: — [13, 173, 239, 189]
zodiac-row — [1122, 1584, 1474, 1730]
article-8-headline: ୩୦ ପ୍ରଦୂଷିତ ସହରରୁ... — [794, 716, 997, 741]
astrologer-address: ମଙ୍ଗଳାଭଟ୍ଟସ୍ନ ଶାସନ, ବାଲୁଗାଁ, ଗଞ୍ଜାମ — [1203, 191, 1393, 205]
zodiac-sign-name: ସିଂହ — [1128, 836, 1206, 862]
healthcare-tile — [742, 1642, 920, 1792]
article-1 — [2, 306, 460, 1056]
pm-ad-1-text: Shivam logistic packers movers. Household/ car relocation countrywide. 9777044177, 9338461133. — [742, 1552, 909, 1619]
logo: ଧରିତ୍ରୀ — [8, 1, 146, 52]
birthday-title: ଜନ୍ମଦିନର ଶୁଭେଚ୍ଛା — [11, 135, 237, 161]
print-registration-marks — [0, 2310, 1476, 2336]
gen-ad-1 — [556, 1434, 732, 1536]
re-ad-8-text: 3BHK Flat near Lingaraj Station, Bhubaneswar, immediate sale 56 Lakh. 7008050490. — [374, 1732, 526, 1799]
quote-badge-line1: ଆଜିର — [507, 17, 537, 31]
zodiac-sign-name: ବିଛା — [1128, 1286, 1206, 1312]
groom-ad-4-text: Wanted a boy for 33 years mangalik girl. For discussion- 7978003909. — [4, 2168, 186, 2218]
zodiac-row — [1122, 1734, 1474, 1880]
re-ad-3-text: Own gharabari plot sale, near Nissan Showroom, Pahal, Bhubaneswar, plan approved, Bank finance available. 9658609631. — [194, 1817, 351, 1900]
zodiac-row — [1122, 984, 1474, 1130]
zodiac-prediction: ସନ୍ତାନଙ୍କ ସହ ଟଙ୍କା, ଆସବାବପତ୍ରକୁ ନେଇ ବିବାଦ ହୋଇପାରେ। ବନ୍ଧୁ ବାନ୍ଧବଙ୍କ ସହ ସମୟ କଟିବ। ମଧ୍ୟ ଗରୁ ଅଧିକ ଆୟ ହୋଇପାରେ। ନୂଆ ଯୋଜନାରେ ଲାଭ ମିଳିବ। ଗୃହସ୍ଥ ଜୀବନ ସୁଖମୟ ରହିବ। ବଡ଼ ନିଷ୍ପତ୍ତି ନେବା ପୂର୍ବରୁ ଚିନ୍ତା କରନ୍ତୁ। ବ୍ୟକ୍ତିଗତ ସମ୍ପର୍କ ସୁଦୃଢ଼ ହେବ। — [1216, 540, 1470, 650]
re-ad-10-text: Bhubaneswar ସୁନ୍ଦରପଦାରେ ପ୍ଲଟ୍ sqft. 950/-, 350/- ଜାଟଣୀରେ 650/- LIPSA- 9853150290. — [374, 1992, 535, 2059]
groom-ad-2-text: ସରକାରୀ ଚାକିରି କରୁଥିବା 31 ବର୍ଷୀୟ ଖଣ୍ଡାୟତ ଝିଅ ପାଇଁ ଉପଯୁକ୍ତ ବର ଆବଶ୍ୟକ। 8908387853. — [4, 1997, 182, 2046]
re-ad-6-text: Demarcated ପ୍ଲଟ୍ KEC, କୁଆଁଅପୋଖରୀ ପାଖରେ immediate registration & possession ଅଛି। boundarywall, electricity, with 30ft. road, sqft.650/-ରେ ମିଳୁଛି। Contact: 7008045582, 7749800648. — [381, 1381, 537, 1508]
zodiac-sign-name: କନ୍ୟା — [1128, 986, 1206, 1012]
zodiac-sign-name: ମିଥୁନ — [1128, 536, 1206, 562]
hc-ad-2 — [742, 1900, 920, 1985]
horoscope-header: ଆଜିର ରାଶିଫଳ — [1122, 126, 1474, 168]
article-6 — [472, 1030, 782, 1260]
matrimonial-label: MATRIMONIAL: — [8, 1502, 163, 1522]
re-ad-7-code: D-70813 — [515, 1662, 546, 1671]
zodiac-sign-name: ମୀନ — [1128, 1886, 1206, 1912]
zodiac-sign-name: ମେଷ — [1128, 236, 1206, 262]
pm-ad-1-code: D-20160 — [889, 1624, 920, 1633]
zodiac-row — [1122, 1284, 1474, 1430]
astrologer-name: ଜ୍ୟୋତିର୍ବିଦ୍ୟା ବିଶାରଦ ପ୍ରସନ୍ନ କୁମାର ମହାପାତ୍ର — [1184, 175, 1412, 189]
hc-ad-3-code: D-70438 — [889, 2057, 920, 2066]
quote-author: -ଡକ୍ଟର ହର୍ଷବର୍ଦ୍ଧନ, କେନ୍ଦ୍ର ସ୍ବାସ୍ଥ୍ୟମନ୍ତ୍ରୀ — [871, 48, 1084, 63]
notice-box: ନିବନ୍ଧ ପ୍ରତିଷ୍ଠାନମାନଙ୍କୁ ଭଉଣୀ ଓ ବିବାହ ଭୁଲରେ ଯୋଗାଯୋଗ କରନ୍ତୁ। କଣ୍ଟାକ୍ଟ ନମ୍ବର ୭୮୬୦୦୦୦/- କଲ୍ୟାଣ କେନ୍ଦ୍ର ୫୫୮୦୦/- ୫୫ ପ୍ରତିଷ୍ଠାନ ୭୦୨୦୦/- ୨୦୨୨ ଡିସେମ୍ବର ୪୦୫ମି. (H) X ୪୦୫ମି. (W) ହେବା ଆବଶ୍ୟକ। — [194, 2134, 366, 2258]
zodiac-sign-name: ମକର — [1128, 1586, 1206, 1612]
panjika: ଆଜି ଫାଲ୍ଗୁନ ଶୁକ୍ଳ ଚତୁର୍ଥୀ ବୁଧବାର, ମାର୍ଚ୍ଚ ୧୭ ତାରିଖ, ବିଦ୍ୟା ୨ଘ.୫୩ମି. ପରେ ଚତୁର୍ଥୀ ଯୋଗ, ଚନ୍ଦ୍ର ମେଷ ରାଶିରେ। ଶୁଭ ସମୟ ସକାଳ ୦୫.୫୯ ରୁ ୦୯.୪୬ ପର୍ଯ୍ୟନ୍ତ, ଅପରାହ୍ନ ୧.୧୩ ରୁ ୨.୪୯ ଓ ସନ୍ଧ୍ୟା ୬.୧୧ ରୁ ୯.୨୯ ପର୍ଯ୍ୟନ୍ତ। ରାହୁକାଳ ମଧ୍ୟାହ୍ନ ୧୨.୦୨ ରୁ ୧.୩୧ ପର୍ଯ୍ୟନ୍ତ। — [1122, 2144, 1474, 2218]
tolet-ad-1-text: 4400 Sqft. Hall in First and Second Floor for Office or Commercial on 100ft. Bhimatangi Main Road, Bhubaneswar. 9958003695, 9861805658. — [563, 1767, 710, 1902]
zodiac-row — [1122, 384, 1474, 530]
article-6-body: ପ୍ରାର୍ଥୀଙ୍କ ନାମ ଘୋଷଣା କରାଯାଇପାରେ ବୋଲି ଦଳୀୟ ମହଲରୁ ସୂଚନା ମିଳିଛି। ଦଳ ତରଫରୁ ପ୍ରାର୍ଥୀ ଚୟନ ପାଇଁ ଆଲୋଚନା ଜାରି ରହିଛି। ଅନ୍ୟପଟେ ବିଜେପି ଓ କଂଗ୍ରେସ ମଧ୍ୟ ପ୍ରାର୍ଥୀ ଚୟନ ପ୍ରକ୍ରିୟା ଆରମ୍ଭ କରିଛନ୍ତି। ନିର୍ବାଚନ କମିଶନଙ୍କ ଘୋଷଣା ଅନୁସାରେ ଏପ୍ରିଲ ୧୭ରେ ଭୋଟଗ୍ରହଣ ଓ ମେ' ୨ରେ ଗଣତି ହେବ। ଆଦର୍ଶ ଆଚରଣ ବିଧି ଲାଗୁ ହୋଇଯାଇଛି। — [472, 1061, 782, 1169]
quote-mark-icon: “ — [552, 0, 576, 50]
classifieds-phone: 0674-2580101, 2549302 — [760, 1328, 1110, 1366]
hc-ad-1-text: Zen SPA positively health benefits with experts therapeutic genuinely massage. 7205084157. — [742, 1800, 900, 1867]
re-ad-5 — [194, 2050, 366, 2135]
zodiac-sign-icon: ♈ — [1144, 270, 1192, 318]
zodiac-row — [1122, 1134, 1474, 1280]
bride-ad-2-text: Match for my M.Tech (IIT Bombay) internship (Steinbeis University Germany) qualified commander son in Indian Navy. Contact: +919438183860. — [4, 1656, 162, 1774]
zodiac-sign-name: ବୃଷ — [1128, 386, 1206, 412]
zodiac-prediction: ପାରିବାରିକ କ୍ଷେତ୍ରରେ ବିଭିନ୍ନ ସମସ୍ୟାକୁ କେନ୍ଦ୍ର କରି ମନ ଭଲ ରହିବ ନାହିଁ। ପରିବାରରେ ବଡ଼ମାନଙ୍କ ଉପଦେଶ ପାଳନ କରନ୍ତୁ। ବିଦ୍ୟାର୍ଥୀମାନେ ପରୀକ୍ଷାରେ ସଫଳ ହେବେ। ଅପ୍ରତ୍ୟାଶିତ ଖର୍ଚ୍ଚ ବଢ଼ିପାରେ। ଆତ୍ମୀୟଙ୍କ ସହ ସାକ୍ଷାତ ହେବ। ଆତ୍ମବିଶ୍ବାସ ବୃଦ୍ଧି ପାଇବ। — [1216, 840, 1470, 950]
article-7 — [794, 100, 1110, 700]
bride-ad-2 — [4, 1656, 186, 1792]
quote-badge-line2: ମନ୍ତବ୍ୟ — [500, 33, 544, 47]
gen-ad-1-text: Two 1.5ton carrier window A.C. domestically used in good running condition, sale Rs. 18,000/- each. Contact Mo- 8458080690. — [556, 1434, 732, 1518]
zodiac-row — [1122, 1884, 1474, 2030]
hc-ad-4-code: D-65913 — [889, 2156, 920, 2165]
birthday-address-field: ଠିକଣା: — [13, 199, 239, 215]
color-dots-1 — [260, 2316, 320, 2328]
